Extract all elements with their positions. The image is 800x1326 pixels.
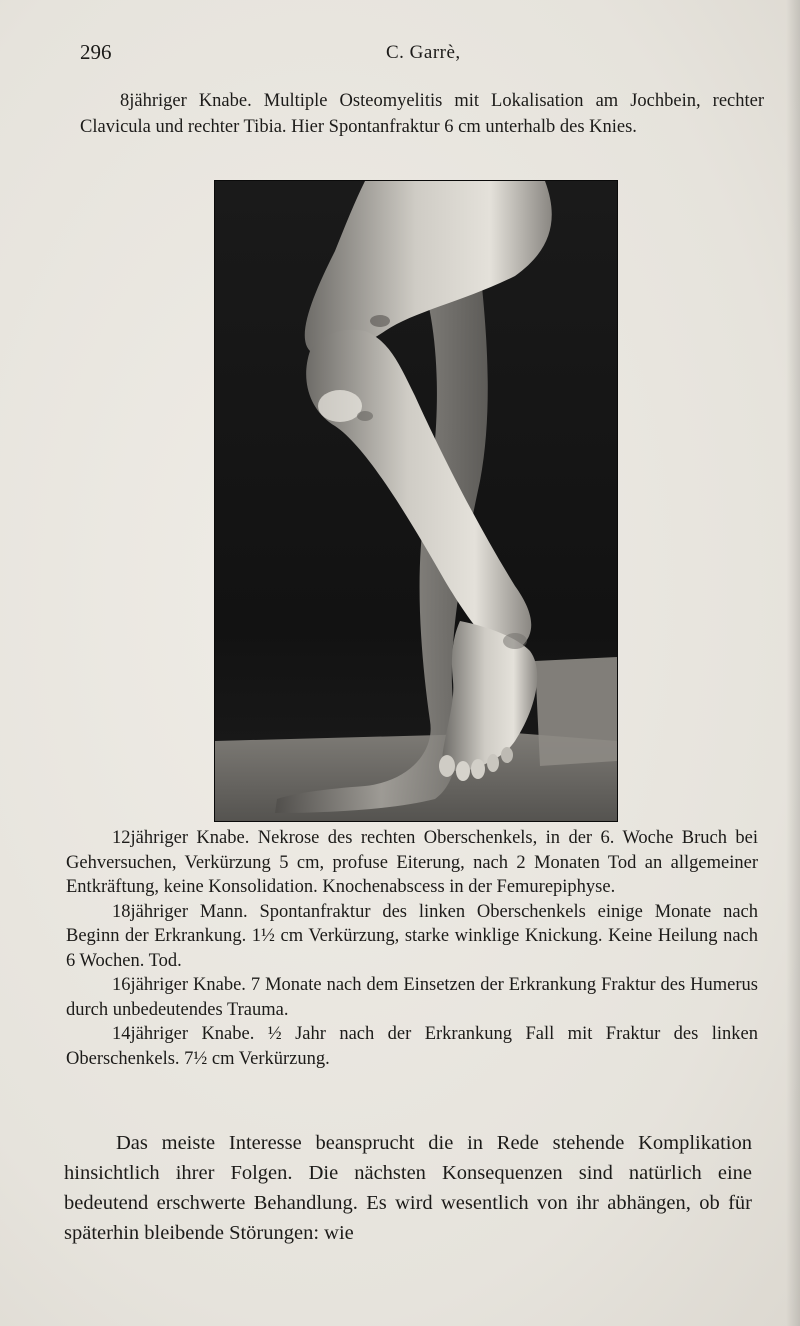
running-head: C. Garrè, [386,42,461,63]
page-edge-shadow [786,0,800,1326]
case-entry: 12jähriger Knabe. Nekrose des rechten Oberschenkels, in der 6. Woche Bruch bei Gehversuchen, Verkürzung 5 cm, profuse Eiterung, nach 2 Monaten Tod an allgemeiner Entkräftung, keine Konsolidation. Knochenabscess in der Femurepiphyse. [66,828,758,897]
figure-caption: 8jähriger Knabe. Multiple Osteomyelitis mit Lokalisation am Jochbein, rechter Clavicula und rechter Tibia. Hier Spontanfraktur 6 cm unterhalb des Knies. [80,91,764,137]
page-number: 296 [80,40,112,64]
leg-photograph-drawing [215,181,617,821]
case-entry: 18jähriger Mann. Spontanfraktur des linken Oberschenkels einige Monate nach Beginn der Erkrankung. 1½ cm Verkürzung, starke winklige Knickung. Keine Heilung nach 6 Wochen. Tod. [66,901,758,971]
page-header [80,40,760,68]
case-list [66,826,758,1071]
case-entry: 16jähriger Knabe. 7 Monate nach dem Einsetzen der Erkrankung Fraktur des Humerus durch unbedeutendes Trauma. [66,975,758,1020]
leg-photograph [214,180,618,822]
case-entry: 14jähriger Knabe. ½ Jahr nach der Erkrankung Fall mit Fraktur des linken Oberschenkels. 7½ cm Verkürzung. [66,1024,758,1069]
body-paragraph: Das meiste Interesse beansprucht die in Rede stehende Komplikation hinsichtlich ihrer Folgen. Die nächsten Konsequenzen sind natürlich eine bedeutend erschwerte Behandlung. Es wird wesentlich von ihr abhängen, ob für späterhin bleibende Störungen: wie [64,1132,752,1244]
